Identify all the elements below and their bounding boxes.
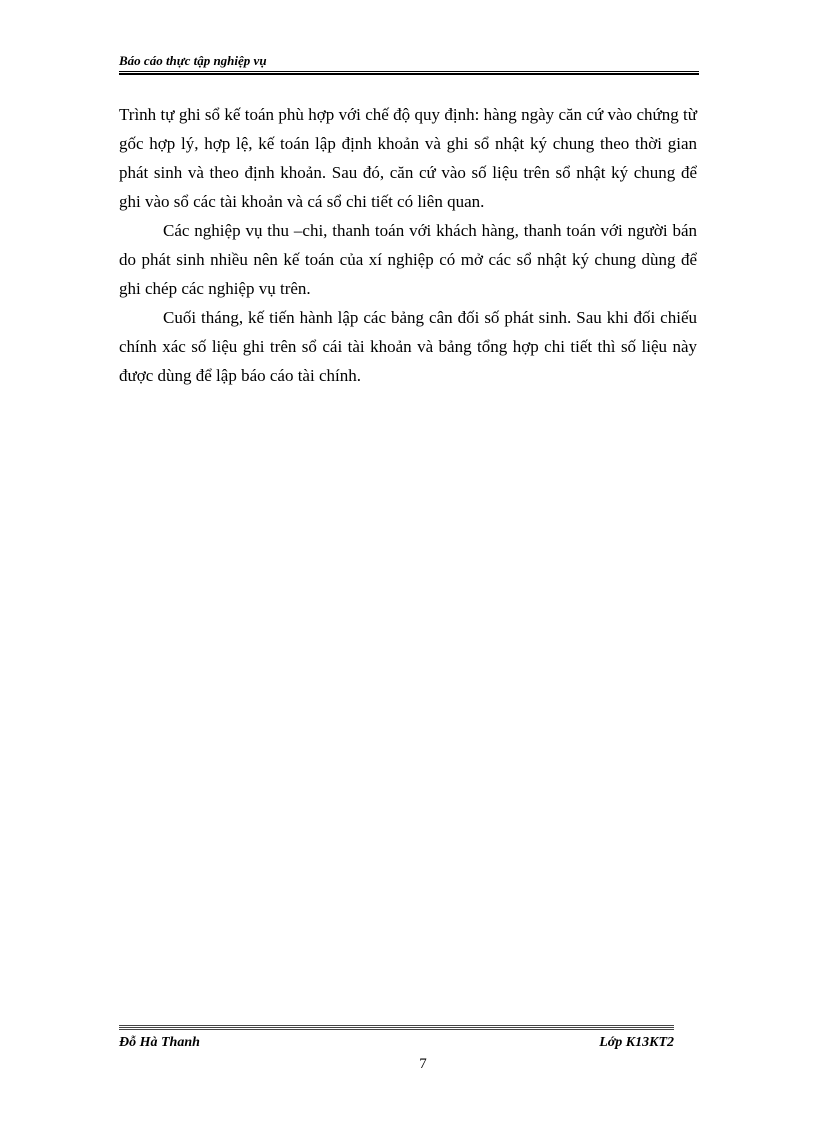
footer-class: Lớp K13KT2 xyxy=(599,1035,674,1050)
paragraph-3: Cuối tháng, kế tiến hành lập các bảng cân đối số phát sinh. Sau khi đối chiếu chính xác số liệu ghi trên sổ cái tài khoản và bảng tổng hợp chi tiết thì số liệu này được dùng để lập báo cáo tài chính. xyxy=(119,308,697,385)
page-number: 7 xyxy=(419,1056,427,1072)
footer-rule-3 xyxy=(119,1029,674,1030)
page-footer xyxy=(119,1025,674,1053)
paragraph-2: Các nghiệp vụ thu –chi, thanh toán với khách hàng, thanh toán với người bán do phát sinh nhiều nên kế toán của xí nghiệp có mở các sổ nhật ký chung dùng để ghi chép các nghiệp vụ trên. xyxy=(119,221,697,298)
header-title: Báo cáo thực tập nghiệp vụ xyxy=(119,53,267,68)
page-header xyxy=(119,52,699,75)
footer-row xyxy=(119,1033,674,1053)
footer-rule-2 xyxy=(119,1027,674,1028)
header-rule-thick xyxy=(119,73,699,75)
paragraph-1: Trình tự ghi sổ kế toán phù hợp với chế độ quy định: hàng ngày căn cứ vào chứng từ gốc hợp lý, hợp lệ, kế toán lập định khoản và ghi sổ nhật ký chung theo thời gian phát sinh và theo định khoản. Sau đó, căn cứ vào số liệu trên sổ nhật ký chung để ghi vào sổ các tài khoản và cá sổ chi tiết có liên quan. xyxy=(119,105,697,211)
document-body xyxy=(119,100,697,390)
footer-author: Đỗ Hà Thanh xyxy=(119,1035,200,1050)
header-rule-thin xyxy=(119,71,699,72)
footer-rule-1 xyxy=(119,1025,674,1026)
